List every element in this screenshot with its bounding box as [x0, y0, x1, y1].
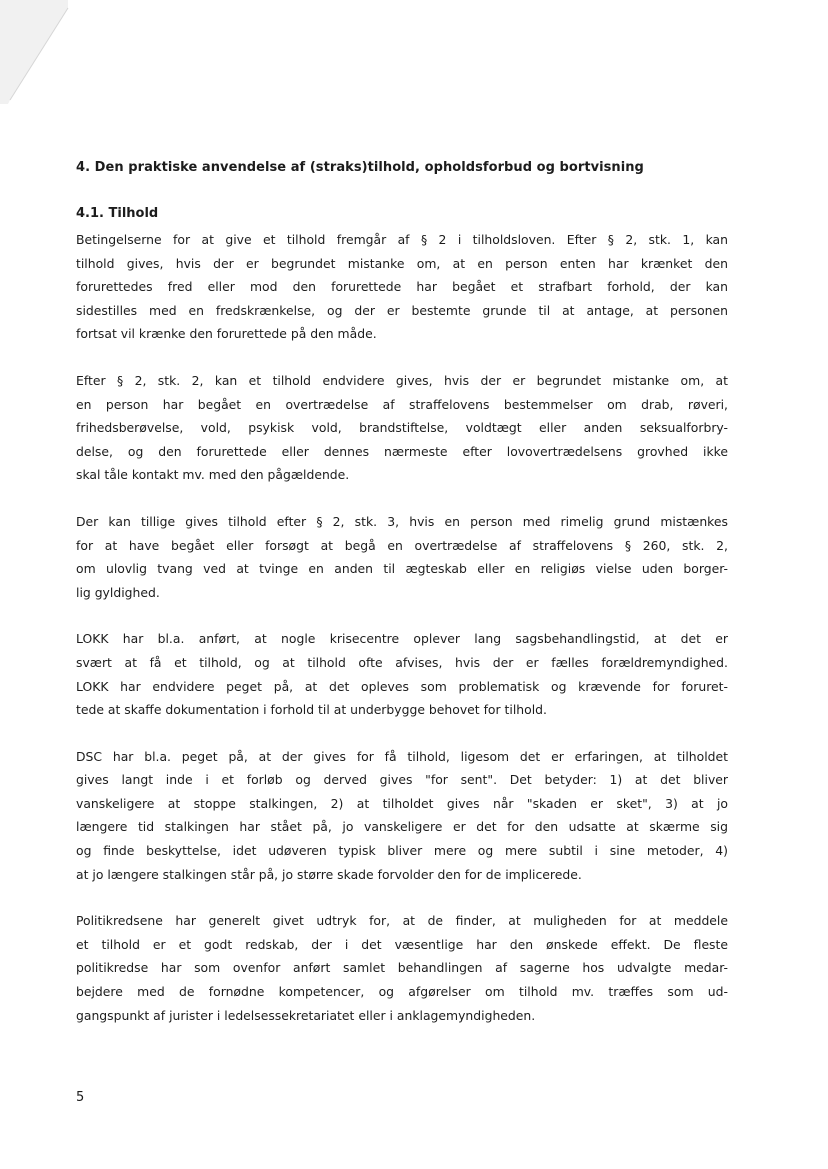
paragraph-stk-2 [76, 369, 728, 487]
text-line: skal tåle kontakt mv. med den pågældende. [76, 467, 350, 483]
text-line: Der kan tillige gives tilhold efter § 2, stk. 3, hvis en person med rimelig grund mistænkes [76, 513, 728, 529]
text-line: længere tid stalkingen har stået på, jo vanskeligere er det for den udsatte at skærme sig [76, 819, 728, 835]
text-line: bejdere med de fornødne kompetencer, og afgørelser om tilhold mv. træffes som ud- [76, 984, 728, 1000]
text-line: en person har begået en overtrædelse af straffelovens bestemmelser om drab, røveri, [76, 396, 728, 412]
text-line: forurettedes fred eller mod den forurettede har begået et strafbart forhold, der kan [76, 279, 728, 295]
paragraph-tilhold-conditions [76, 228, 728, 346]
text-line: gives langt inde i et forløb og derved gives "for sent". Det betyder: 1) at det bliver [76, 772, 728, 788]
text-line: frihedsberøvelse, vold, psykisk vold, brandstiftelse, voldtægt eller anden seksualforbry- [76, 420, 728, 436]
text-line: gangspunkt af jurister i ledelsessekretariatet eller i anklagemyndigheden. [76, 1007, 536, 1023]
text-line: tede at skaffe dokumentation i forhold til at underbygge behovet for tilhold. [76, 702, 547, 718]
document-body [76, 158, 728, 1050]
subsection-heading: 4.1. Tilhold [76, 206, 159, 221]
paragraph-politikredsene [76, 909, 728, 1027]
paragraph-stk-3 [76, 510, 728, 604]
page-number: 5 [76, 1090, 85, 1105]
text-line: Efter § 2, stk. 2, kan et tilhold endvidere gives, hvis der er begrundet mistanke om, at [76, 372, 728, 388]
text-line: at jo længere stalkingen står på, jo større skade forvolder den for de implicerede. [76, 866, 582, 882]
text-line: DSC har bl.a. peget på, at der gives for få tilhold, ligesom det er erfaringen, at tilholdet [76, 748, 728, 764]
scan-corner-fold-mark [0, 0, 80, 110]
text-line: et tilhold er et godt redskab, der i det væsentlige har den ønskede effekt. De fleste [76, 936, 728, 952]
text-line: LOKK har endvidere peget på, at det opleves som problematisk og krævende for foruret- [76, 678, 728, 694]
text-line: om ulovlig tvang ved at tvinge en anden til ægteskab eller en religiøs vielse uden borger- [76, 561, 728, 577]
text-line: tilhold gives, hvis der er begrundet mistanke om, at en person enten har krænket den [76, 255, 728, 271]
paragraph-lokk [76, 627, 728, 721]
text-line: fortsat vil krænke den forurettede på den måde. [76, 326, 377, 342]
text-line: politikredse har som ovenfor anført samlet behandlingen af sagerne hos udvalgte medar- [76, 960, 728, 976]
text-line: vanskeligere at stoppe stalkingen, 2) at tilholdet gives når "skaden er sket", 3) at jo [76, 795, 728, 811]
text-line: svært at få et tilhold, og at tilhold ofte afvises, hvis der er fælles forældremyndighed. [76, 654, 728, 670]
text-line: delse, og den forurettede eller dennes nærmeste efter lovovertrædelsens grovhed ikke [76, 443, 728, 459]
text-line: for at have begået eller forsøgt at begå en overtrædelse af straffelovens § 260, stk. 2, [76, 537, 728, 553]
text-line: sidestilles med en fredskrænkelse, og der er bestemte grunde til at antage, at personen [76, 302, 728, 318]
paragraph-dsc [76, 745, 728, 887]
text-line: Politikredsene har generelt givet udtryk for, at de finder, at muligheden for at meddele [76, 913, 728, 929]
text-line: LOKK har bl.a. anført, at nogle krisecentre oplever lang sagsbehandlingstid, at det er [76, 631, 728, 647]
text-line: Betingelserne for at give et tilhold fremgår af § 2 i tilholdsloven. Efter § 2, stk. 1, kan [76, 232, 728, 247]
text-line: lig gyldighed. [76, 584, 160, 600]
text-line: og finde beskyttelse, idet udøveren typisk bliver mere og mere subtil i sine metoder, 4) [76, 843, 728, 859]
section-heading: 4. Den praktiske anvendelse af (straks)tilhold, opholdsforbud og bortvisning [76, 160, 644, 175]
